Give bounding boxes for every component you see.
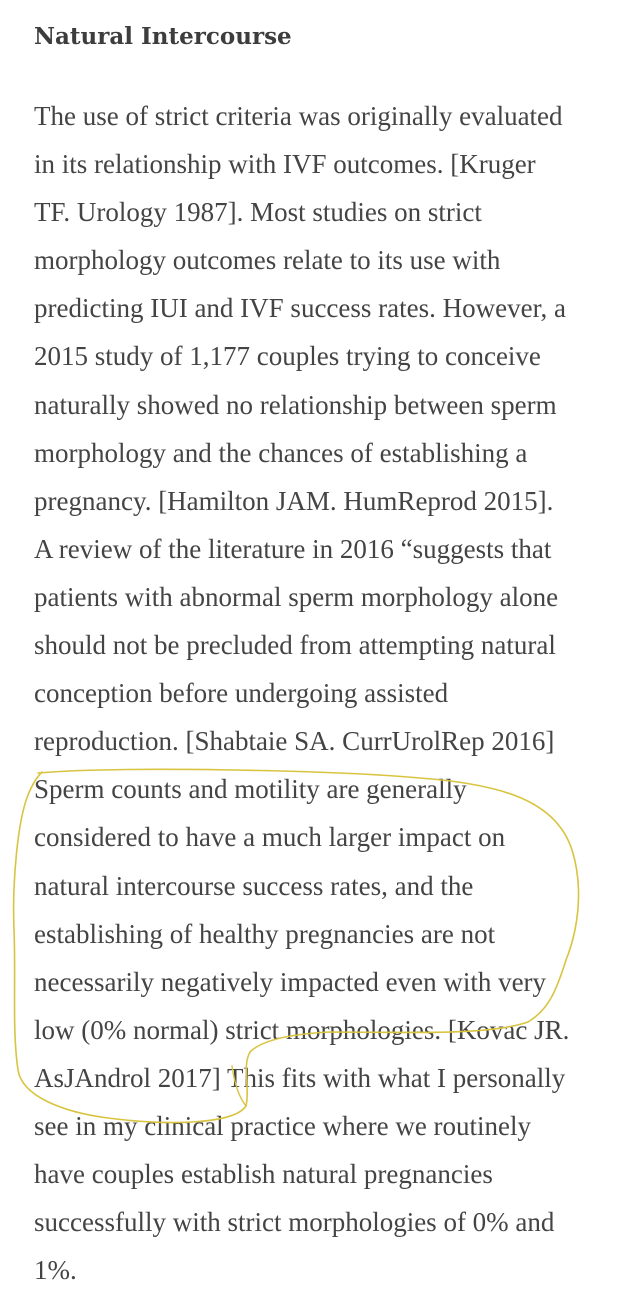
paragraph-line: establishing of healthy pregnancies are not — [34, 918, 496, 949]
paragraph-line: Sperm counts and motility are generally — [34, 774, 467, 805]
paragraph-line: see in my clinical practice where we routinely — [34, 1110, 532, 1141]
paragraph-line: TF. Urology 1987]. Most studies on strict — [34, 197, 482, 228]
paragraph-line: natural intercourse success rates, and the — [34, 870, 474, 901]
paragraph-line: morphology and the chances of establishing a — [34, 437, 528, 468]
paragraph-line: have couples establish natural pregnancies — [34, 1159, 493, 1190]
paragraph-line: low (0% normal) strict morphologies. [Kovac JR. — [34, 1014, 570, 1045]
paragraph-line: conception before undergoing assisted — [34, 678, 449, 709]
paragraph-line: naturally showed no relationship between sperm — [34, 389, 557, 420]
paragraph-line: The use of strict criteria was originally evaluated — [34, 101, 563, 131]
article-paragraph — [34, 92, 624, 1294]
paragraph-line: patients with abnormal sperm morphology alone — [34, 581, 559, 612]
paragraph-line: predicting IUI and IVF success rates. However, a — [34, 293, 566, 324]
paragraph-line: pregnancy. [Hamilton JAM. HumReprod 2015]. — [34, 485, 554, 516]
paragraph-line: in its relationship with IVF outcomes. [Kruger — [34, 149, 536, 180]
paragraph-line: reproduction. [Shabtaie SA. CurrUrolRep 2016] — [34, 726, 555, 757]
paragraph-line: 2015 study of 1,177 couples trying to conceive — [34, 341, 541, 372]
paragraph-line: considered to have a much larger impact on — [34, 822, 506, 853]
paragraph-line: should not be precluded from attempting natural — [34, 630, 556, 661]
paragraph-line: successfully with strict morphologies of 0% and — [34, 1207, 555, 1238]
section-heading: Natural Intercourse — [34, 23, 292, 50]
paragraph-line: morphology outcomes relate to its use with — [34, 245, 501, 276]
paragraph-line: necessarily negatively impacted even with very — [34, 966, 547, 997]
paragraph-line: AsJAndrol 2017] This fits with what I personally — [34, 1062, 566, 1093]
paragraph-line: 1%. — [34, 1255, 77, 1286]
paragraph-line: A review of the literature in 2016 “suggests that — [34, 533, 552, 564]
